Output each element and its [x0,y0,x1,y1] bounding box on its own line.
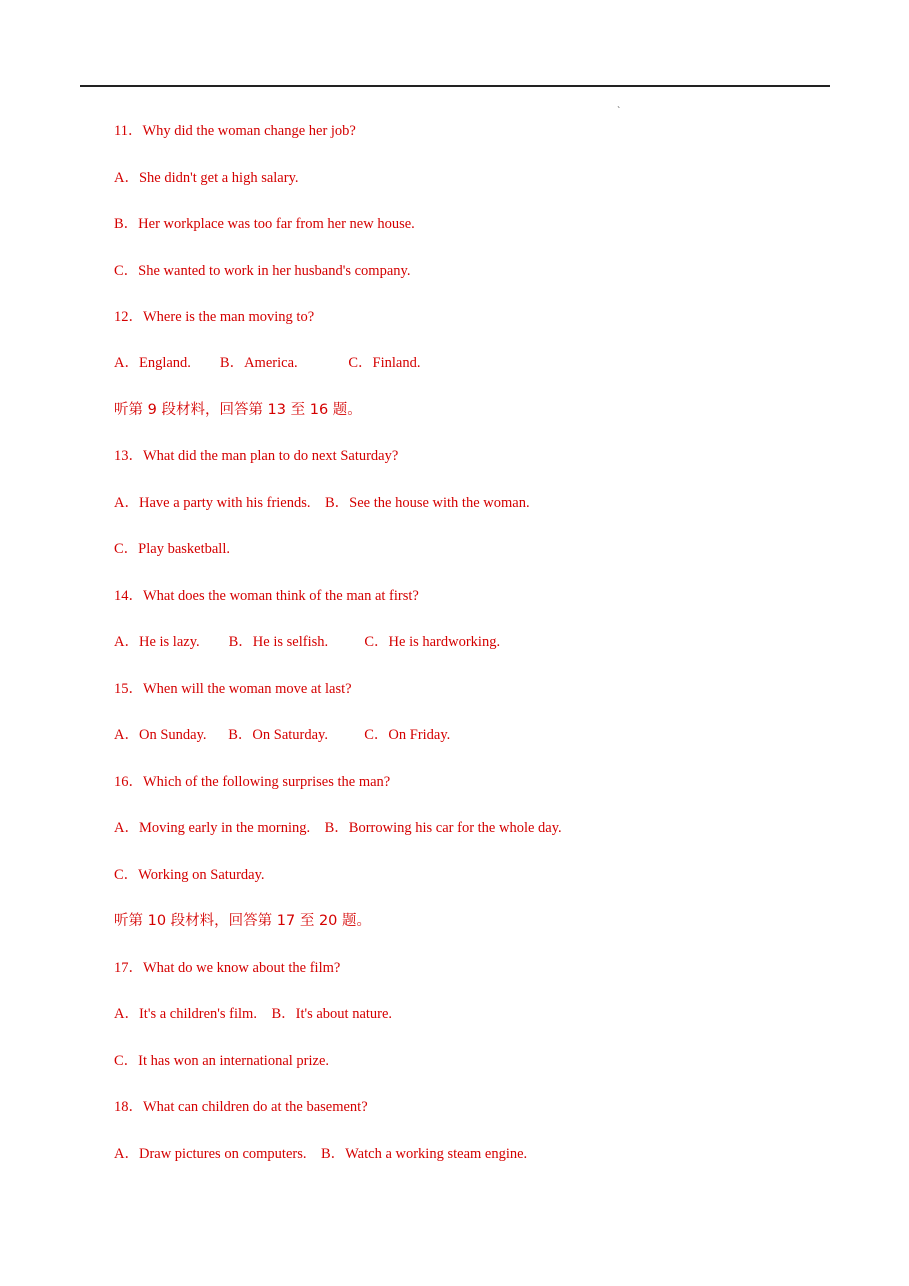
question-17: 17．What do we know about the film? [114,960,341,976]
stray-tick-mark: ` [617,106,621,117]
section-heading-9: 听第 9 段材料，回答第 13 至 16 题。 [114,402,362,418]
header-rule [80,85,830,87]
question-14-options: A．He is lazy. B．He is selfish. C．He is hardworking. [114,634,501,650]
question-15-options: A．On Sunday. B．On Saturday. C．On Friday. [114,727,451,743]
question-13-options-ab: A．Have a party with his friends. B．See the house with the woman. [114,495,530,511]
question-13: 13．What did the man plan to do next Saturday? [114,448,399,464]
question-17-option-c: C．It has won an international prize. [114,1053,330,1069]
question-18-options-ab: A．Draw pictures on computers. B．Watch a working steam engine. [114,1146,528,1162]
question-15: 15．When will the woman move at last? [114,681,352,697]
question-17-options-ab: A．It's a children's film. B．It's about nature. [114,1006,393,1022]
question-18: 18．What can children do at the basement? [114,1099,368,1115]
question-11-option-b: B．Her workplace was too far from her new house. [114,216,415,232]
question-16-option-c: C．Working on Saturday. [114,867,265,883]
question-14: 14．What does the woman think of the man at first? [114,588,419,604]
question-13-option-c: C．Play basketball. [114,541,230,557]
question-12-options: A．England. B．America. C．Finland. [114,355,421,371]
question-11-option-a: A．She didn't get a high salary. [114,170,299,186]
section-heading-10: 听第 10 段材料，回答第 17 至 20 题。 [114,913,372,929]
question-16-options-ab: A．Moving early in the morning. B．Borrowing his car for the whole day. [114,820,562,836]
question-12: 12．Where is the man moving to? [114,309,315,325]
question-11: 11．Why did the woman change her job? [114,123,356,139]
question-11-option-c: C．She wanted to work in her husband's company. [114,263,411,279]
question-16: 16．Which of the following surprises the man? [114,774,391,790]
